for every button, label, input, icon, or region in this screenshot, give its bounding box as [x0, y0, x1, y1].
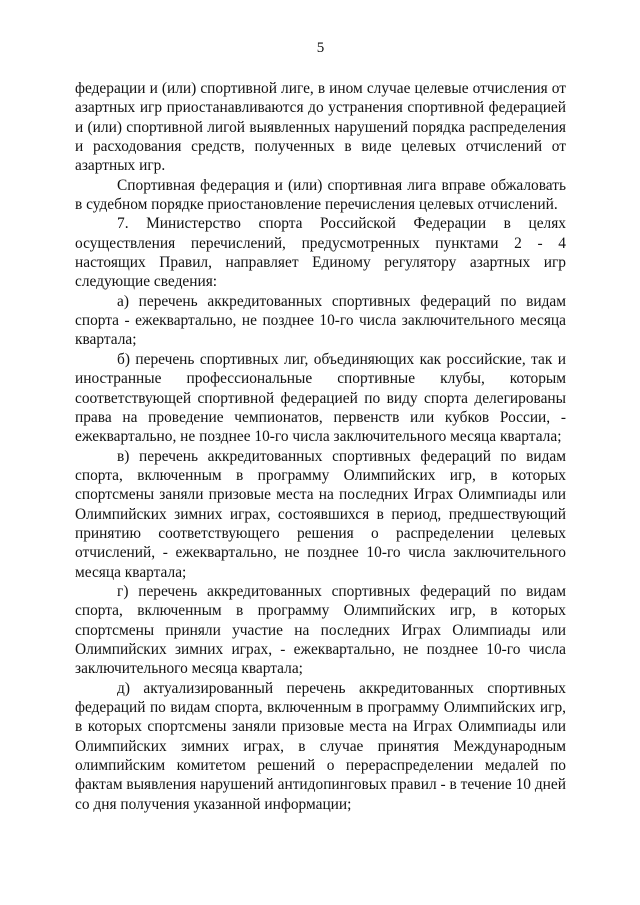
paragraph-subitem-d: д) актуализированный перечень аккредитованных спортивных федераций по видам спорта, включенным в программу Олимпийских игр, в которых спортсмены заняли призовые места на Играх Олимпиады или Олимпийских зимних играх, в случае принятия Международным олимпийским комитетом решений о перераспределении медалей по фактам выявления нарушений антидопинговых правил - в течение 10 дней со дня получения указанной информации;	[75, 679, 566, 813]
paragraph-subitem-a: а) перечень аккредитованных спортивных федераций по видам спорта - ежеквартально, не позднее 10-го числа заключительного месяца квартала;	[75, 292, 566, 349]
paragraph-subitem-v: в) перечень аккредитованных спортивных федераций по видам спорта, включенным в программу Олимпийских игр, в которых спортсмены заняли призовые места на последних Играх Олимпиады или Олимпийских зимних играх, состоявшихся в период, предшествующий принятию соответствующего решения о распределении целевых отчислений, - ежеквартально, не позднее 10-го числа заключительного месяца квартала;	[75, 447, 566, 581]
paragraph-continuation: федерации и (или) спортивной лиге, в ином случае целевые отчисления от азартных игр приостанавливаются до устранения спортивной федерацией и (или) спортивной лигой выявленных нарушений порядка распределения и расходования средств, полученных в виде целевых отчислений от азартных игр.	[75, 80, 566, 175]
paragraph-subitem-g: г) перечень аккредитованных спортивных федераций по видам спорта, включенным в программу Олимпийских игр, в которых спортсмены приняли участие на последних Играх Олимпиады или Олимпийских зимних играх, - ежеквартально, не позднее 10-го числа заключительного месяца квартала;	[75, 582, 566, 678]
page-number: 5	[316, 40, 325, 56]
paragraph-item-7: 7. Министерство спорта Российской Федерации в целях осуществления перечислений, предусмотренных пунктами 2 - 4 настоящих Правил, направляет Единому регулятору азартных игр следующие сведения:	[75, 215, 566, 291]
document-page	[75, 38, 566, 814]
paragraph-subitem-b: б) перечень спортивных лиг, объединяющих как российские, так и иностранные профессиональные спортивные клубы, которым соответствующей спортивной федерацией по виду спорта делегированы права на проведение чемпионатов, первенств или кубков России, - ежеквартально, не позднее 10-го числа заключительного месяца квартала;	[75, 350, 566, 446]
paragraph-appeal: Спортивная федерация и (или) спортивная лига вправе обжаловать в судебном порядке приостановление перечисления целевых отчислений.	[75, 176, 566, 214]
